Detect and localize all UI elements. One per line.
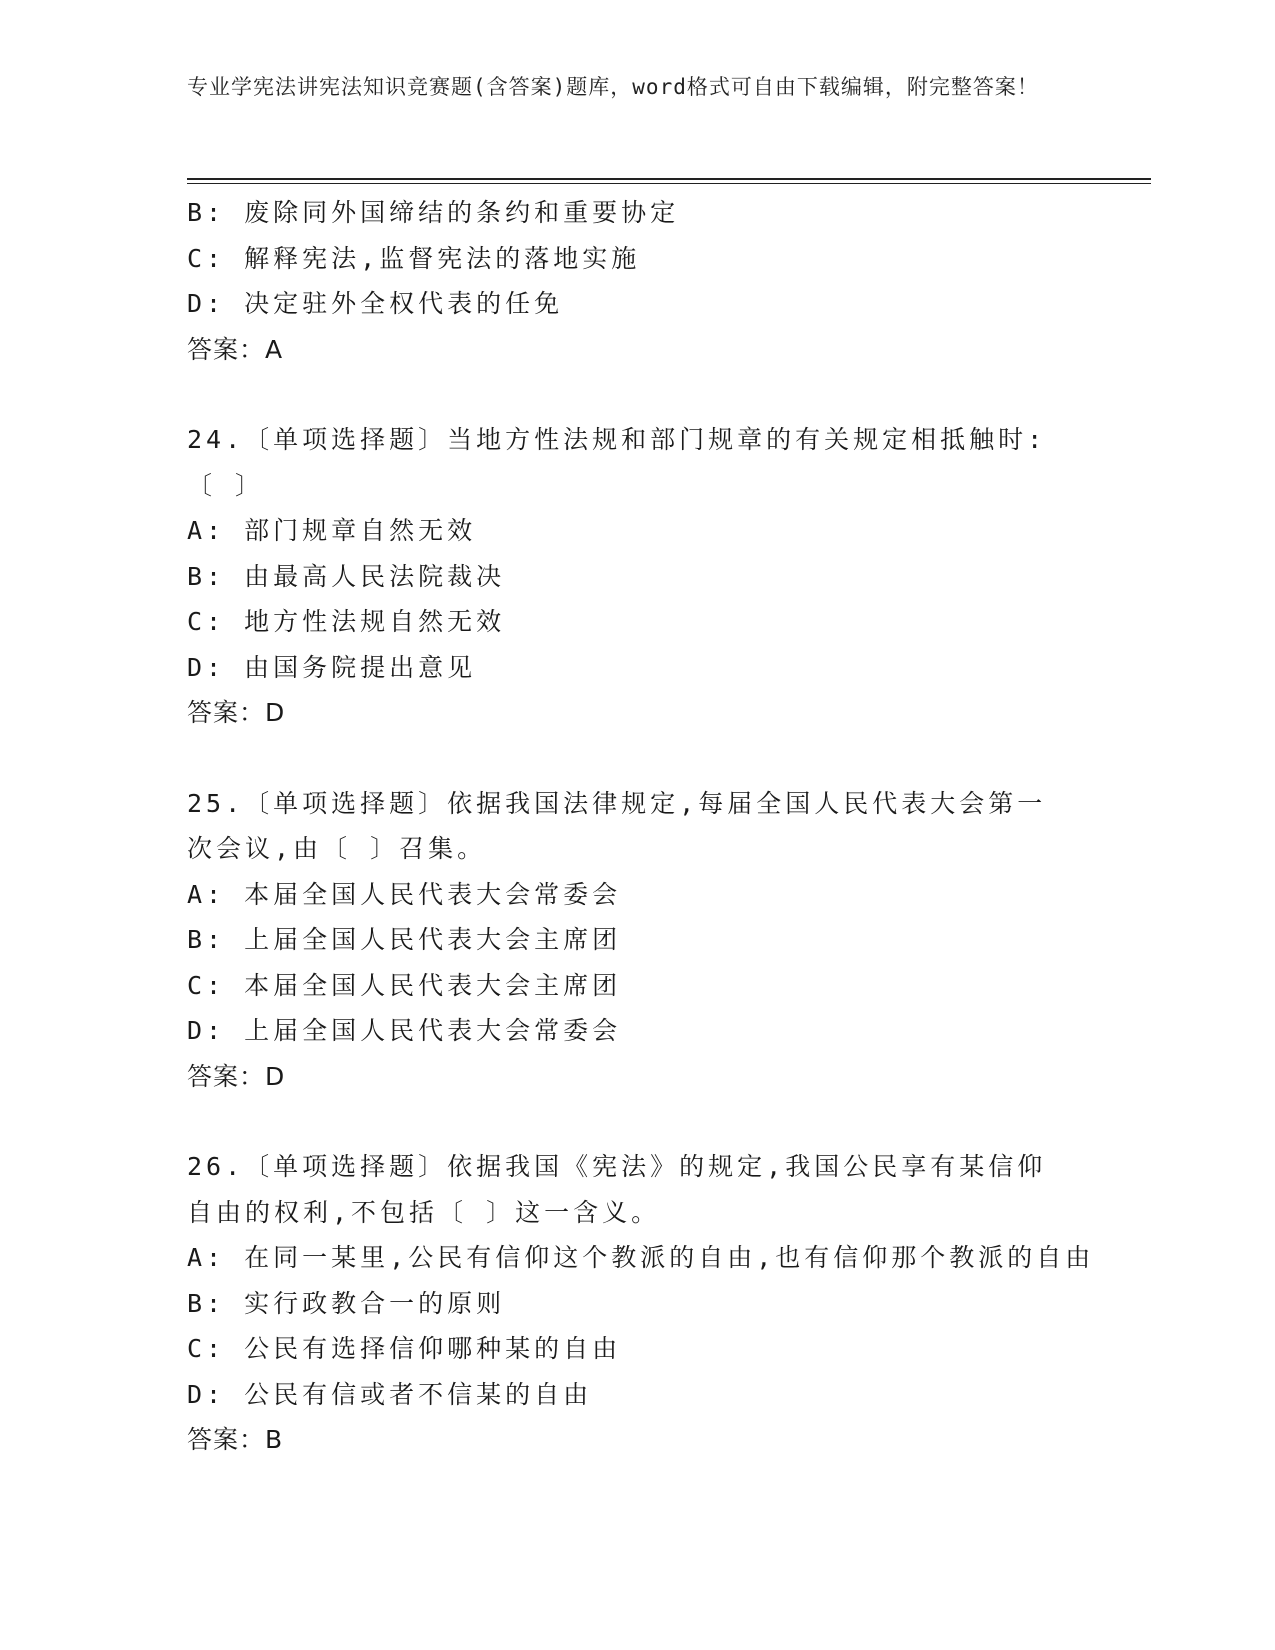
question-text: 24.〔单项选择题〕当地方性法规和部门规章的有关规定相抵触时:〔 〕 [187, 425, 1047, 500]
option-c: C: 本届全国人民代表大会主席团 [187, 970, 622, 1000]
answer: 答案：B [187, 1425, 284, 1454]
answer: 答案：D [187, 1061, 286, 1091]
option-a: A: 部门规章自然无效 [187, 516, 477, 545]
answer: 答案：A [187, 334, 284, 364]
option-b: B: 实行政教合一的原则 [187, 1288, 506, 1318]
option-d: D: 决定驻外全权代表的任免 [187, 289, 564, 318]
document-header: 专业学宪法讲宪法知识竞赛题(含答案)题库，word格式可自由下载编辑，附完整答案！ [187, 75, 1039, 99]
question-23-fragment [187, 190, 1087, 372]
option-b: B: 由最高人民法院裁决 [187, 561, 506, 591]
option-d: D: 由国务院提出意见 [187, 652, 477, 682]
option-a: A: 在同一某里,公民有信仰这个教派的自由,也有信仰那个教派的自由 [187, 1243, 1095, 1272]
question-text: 25.〔单项选择题〕依据我国法律规定,每届全国人民代表大会第一次会议,由〔 〕召集。 [187, 788, 1047, 863]
option-c: C: 地方性法规自然无效 [187, 607, 506, 636]
option-b: B: 废除同外国缔结的条约和重要协定 [187, 198, 680, 227]
header-divider-thick [187, 178, 1151, 180]
option-c: C: 公民有选择信仰哪种某的自由 [187, 1334, 622, 1363]
question-26 [187, 1144, 1095, 1463]
document-body [187, 190, 1095, 1463]
question-25 [187, 781, 1087, 1100]
option-c: C: 解释宪法,监督宪法的落地实施 [187, 243, 641, 273]
question-24 [187, 417, 1087, 736]
answer: 答案：D [187, 698, 286, 727]
option-d: D: 上届全国人民代表大会常委会 [187, 1016, 622, 1045]
question-text: 26.〔单项选择题〕依据我国《宪法》的规定,我国公民享有某信仰自由的权利,不包括〔 〕这一含义。 [187, 1152, 1047, 1227]
option-d: D: 公民有信或者不信某的自由 [187, 1379, 593, 1409]
option-b: B: 上届全国人民代表大会主席团 [187, 925, 622, 954]
option-a: A: 本届全国人民代表大会常委会 [187, 879, 622, 909]
header-divider-thin [187, 183, 1151, 184]
